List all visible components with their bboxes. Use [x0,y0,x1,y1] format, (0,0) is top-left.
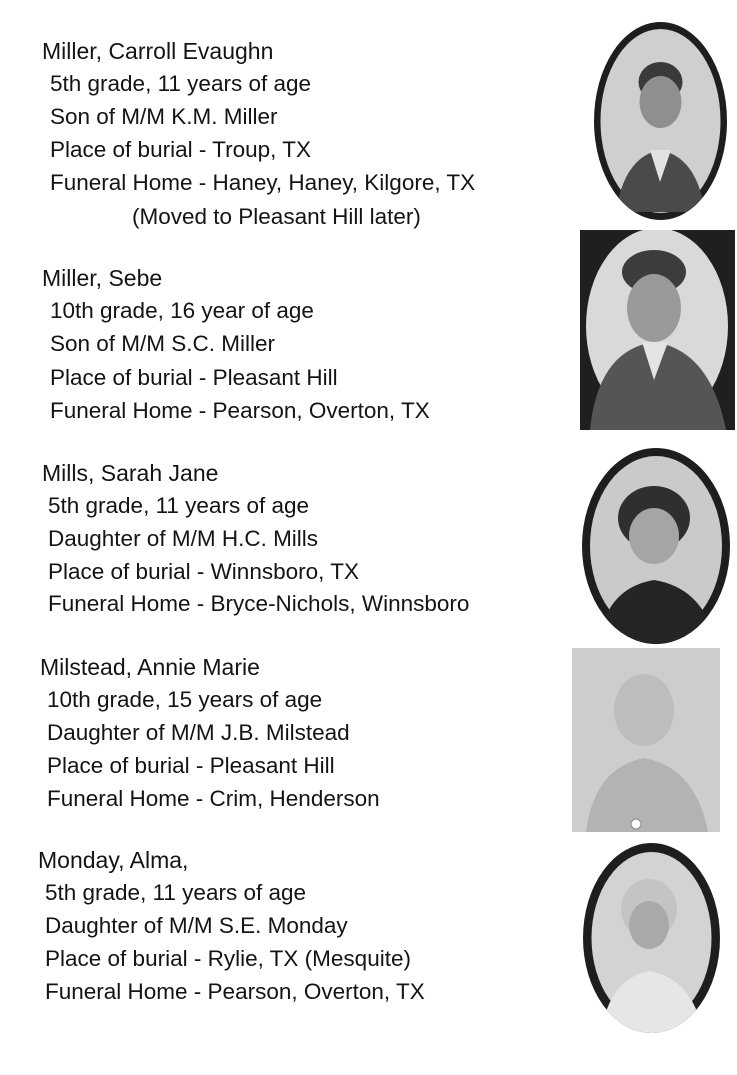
entry-note: (Moved to Pleasant Hill later) [132,204,421,229]
portrait-photo [594,22,727,220]
entry-grade-age: 10th grade, 15 years of age [47,687,323,712]
entry-grade-age: 5th grade, 11 years of age [48,493,310,518]
entry-funeral-home: Funeral Home - Crim, Henderson [47,786,380,811]
entry-name: Mills, Sarah Jane [42,460,219,486]
portrait-photo [572,648,720,832]
entry-grade-age: 5th grade, 11 years of age [45,880,307,905]
entry-burial: Place of burial - Troup, TX [50,137,311,162]
entry-grade-age: 10th grade, 16 year of age [50,298,314,323]
portrait-photo [583,843,720,1033]
entry-grade-age: 5th grade, 11 years of age [50,71,312,96]
entry-funeral-home: Funeral Home - Bryce-Nichols, Winnsboro [48,591,470,616]
entry-parents: Daughter of M/M S.E. Monday [45,913,348,938]
portrait-photo [580,230,735,430]
entry-name: Milstead, Annie Marie [40,654,260,680]
portrait-faded-icon [572,648,720,832]
entry-parents: Daughter of M/M H.C. Mills [48,526,319,551]
portrait-girl-icon [583,843,720,1033]
entry-parents: Son of M/M S.C. Miller [50,331,276,356]
entry-burial: Place of burial - Pleasant Hill [47,753,335,778]
entry-burial: Place of burial - Rylie, TX (Mesquite) [45,946,411,971]
portrait-boy-icon [594,22,727,220]
entry-name: Miller, Carroll Evaughn [42,38,274,64]
portrait-boy-icon [580,230,735,430]
entry-name: Miller, Sebe [42,265,163,291]
entry-burial: Place of burial - Pleasant Hill [50,365,338,390]
entry-funeral-home: Funeral Home - Pearson, Overton, TX [50,398,430,423]
entry-burial: Place of burial - Winnsboro, TX [48,559,359,584]
entry-name: Monday, Alma, [38,847,189,873]
entry-funeral-home: Funeral Home - Haney, Haney, Kilgore, TX [50,170,476,195]
portrait-photo [582,448,730,644]
portrait-girl-icon [582,448,730,644]
entry-funeral-home: Funeral Home - Pearson, Overton, TX [45,979,425,1004]
entry-parents: Son of M/M K.M. Miller [50,104,278,129]
entry-parents: Daughter of M/M J.B. Milstead [47,720,350,745]
